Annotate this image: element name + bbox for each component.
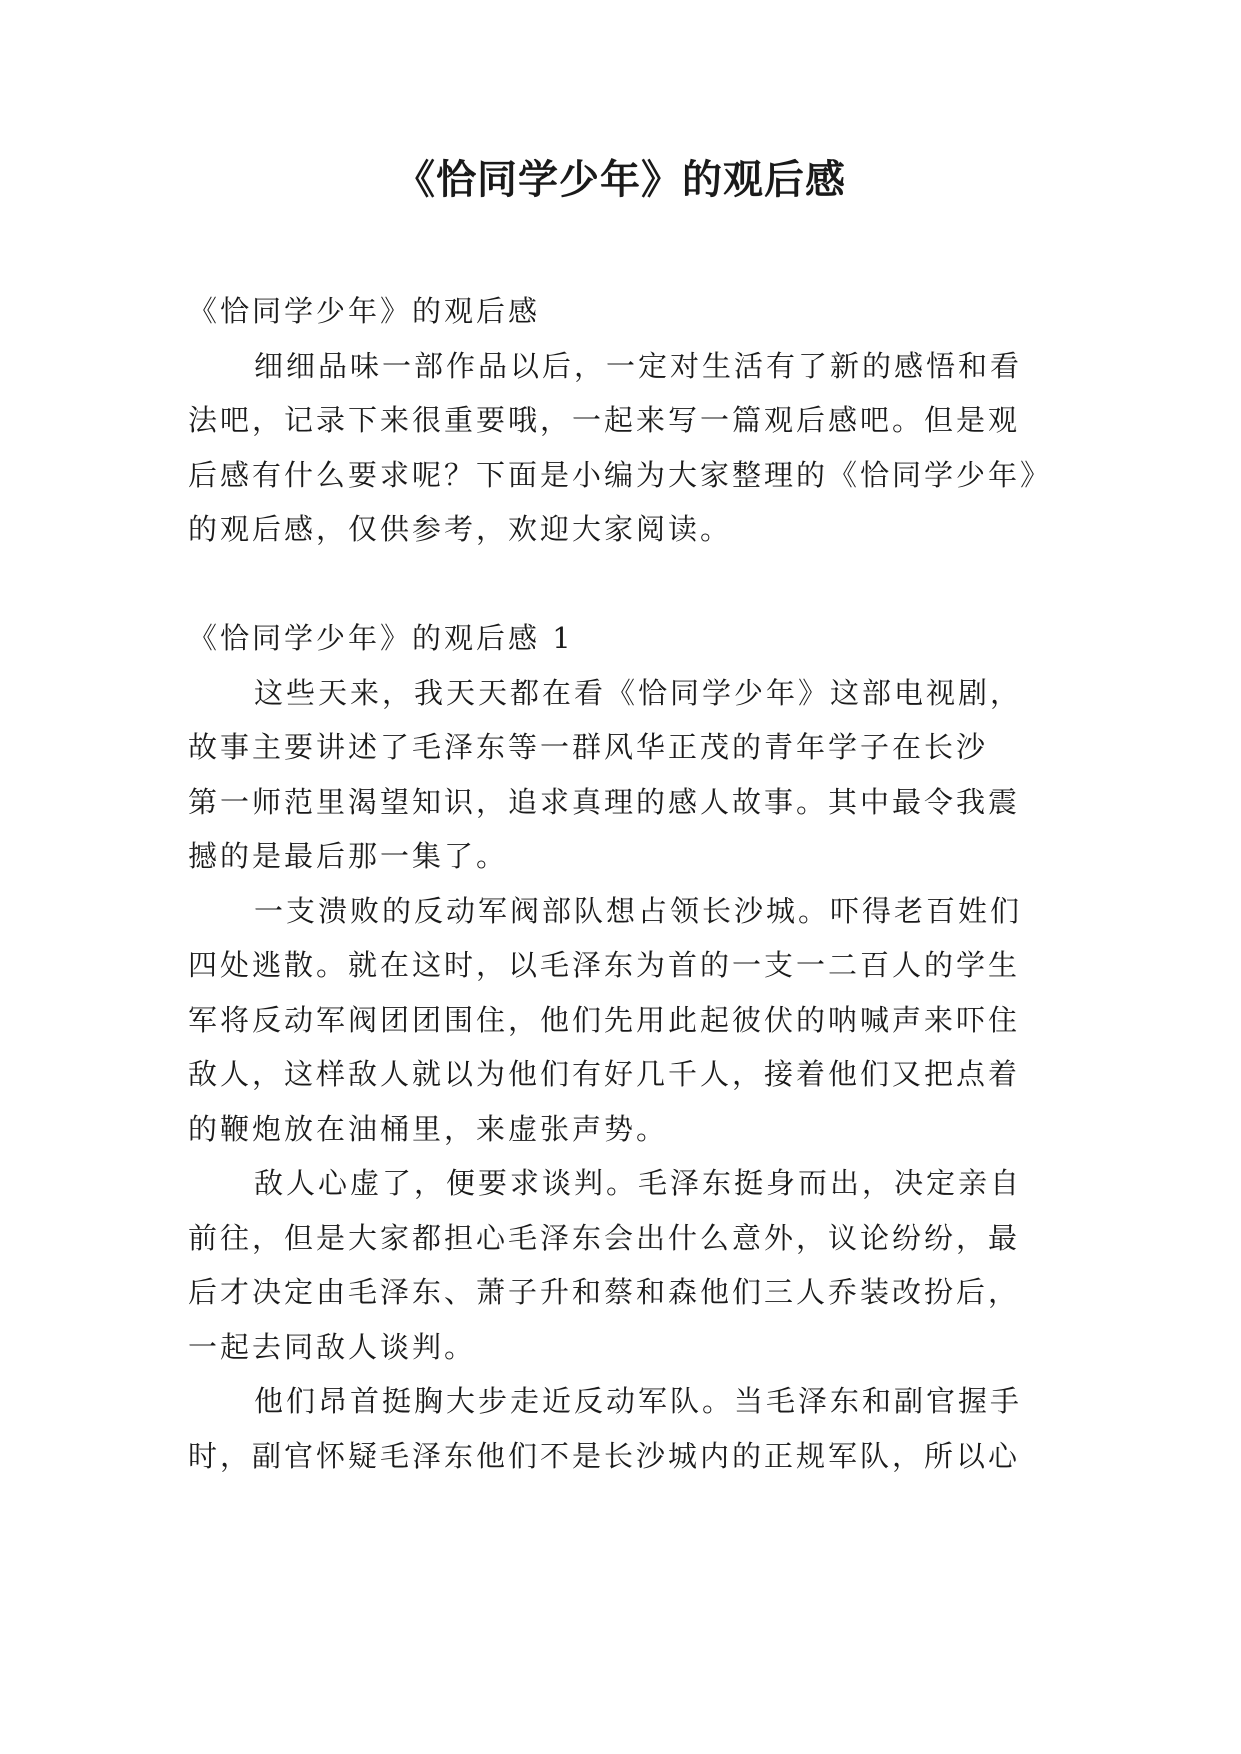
intro-line: 细细品味一部作品以后，一定对生活有了新的感悟和看 — [254, 348, 1023, 383]
paragraph-gap — [188, 557, 1058, 612]
document-body — [188, 284, 1058, 1483]
paragraph-1-line: 第一师范里渴望知识，追求真理的感人故事。其中最令我震 — [188, 784, 1021, 819]
document-title: 《恰同学少年》的观后感 — [395, 157, 846, 203]
paragraph-3-line: 后才决定由毛泽东、萧子升和蔡和森他们三人乔装改扮后， — [188, 1275, 1021, 1309]
paragraph-2-line: 敌人，这样敌人就以为他们有好几千人，接着他们又把点着 — [188, 1057, 1021, 1091]
paragraph-2-line: 的鞭炮放在油桶里，来虚张声势。 — [188, 1111, 669, 1146]
paragraph-2-line: 军将反动军阀团团围住，他们先用此起彼伏的呐喊声来吓住 — [188, 1002, 1021, 1037]
intro-heading: 《恰同学少年》的观后感 — [188, 294, 541, 328]
intro-line: 的观后感，仅供参考，欢迎大家阅读。 — [188, 512, 733, 546]
paragraph-1-line: 故事主要讲述了毛泽东等一群风华正茂的青年学子在长沙 — [188, 730, 989, 764]
intro-line: 后感有什么要求呢？下面是小编为大家整理的《恰同学少年》 — [188, 457, 1053, 492]
paragraph-1-line: 这些天来，我天天都在看《恰同学少年》这部电视剧， — [254, 675, 1023, 710]
paragraph-2-line: 一支溃败的反动军阀部队想占领长沙城。吓得老百姓们 — [254, 893, 1023, 928]
paragraph-4-line: 他们昂首挺胸大步走近反动军队。当毛泽东和副官握手 — [254, 1384, 1023, 1418]
paragraph-2-line: 四处逃散。就在这时，以毛泽东为首的一支一二百人的学生 — [188, 948, 1021, 982]
section-1-heading: 《恰同学少年》的观后感 1 — [188, 621, 574, 655]
paragraph-1-line: 撼的是最后那一集了。 — [188, 839, 509, 873]
paragraph-3-line: 前往，但是大家都担心毛泽东会出什么意外，议论纷纷，最 — [188, 1220, 1021, 1255]
paragraph-4-line: 时，副官怀疑毛泽东他们不是长沙城内的正规军队，所以心 — [188, 1438, 1021, 1473]
intro-line: 法吧，记录下来很重要哦，一起来写一篇观后感吧。但是观 — [188, 403, 1021, 437]
paragraph-3-line: 一起去同敌人谈判。 — [188, 1329, 477, 1364]
paragraph-3-line: 敌人心虚了，便要求谈判。毛泽东挺身而出，决定亲自 — [254, 1166, 1023, 1200]
